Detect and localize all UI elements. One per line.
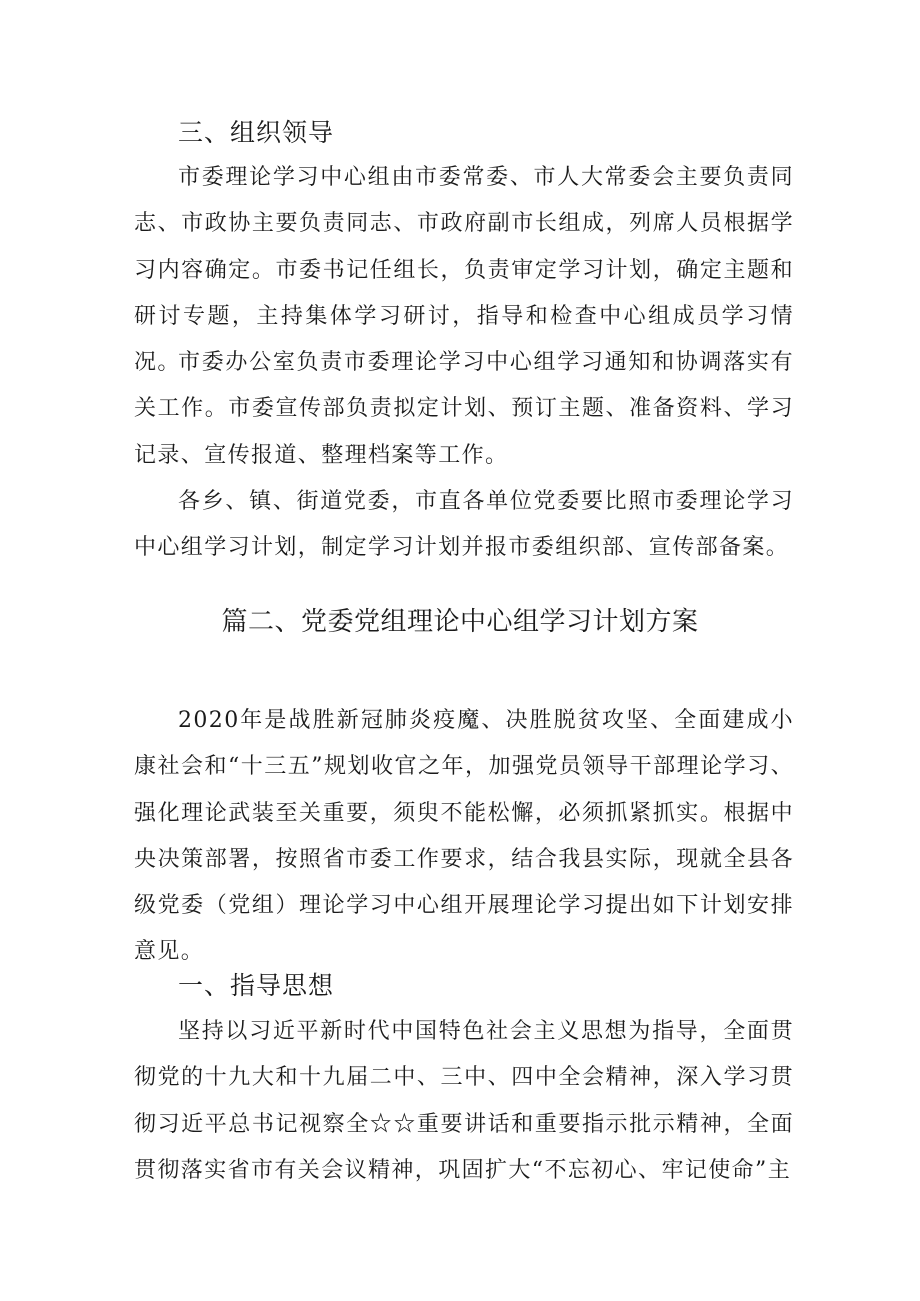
section-heading-organization: 三、组织领导 bbox=[178, 118, 335, 147]
article-title: 篇二、党委党组理论中心组学习计划方案 bbox=[221, 607, 699, 637]
paragraph-guiding-ideology: 坚持以习近平新时代中国特色社会主义思想为指导，全面贯彻党的十九大和十九届二中、三中、四中全会精神，深入学习贯彻习近平总书记视察全☆☆重要讲话和重要指示批示精神，全面贯彻落实省市有关会议精神，巩固扩大“不忘初心、牢记使命”主 bbox=[134, 1019, 794, 1183]
paragraph-introduction: 2020年是战胜新冠肺炎疫魔、决胜脱贫攻坚、全面建成小康社会和“十三五”规划收官之年，加强党员领导干部理论学习、强化理论武装至关重要，须臾不能松懈，必须抓紧抓实。根据中央决策部署，按照省市委工作要求，结合我县实际，现就全县各级党委（党组）理论学习中心组开展理论学习提出如下计划安排意见。 bbox=[134, 708, 794, 965]
paragraph-unit-requirements: 各乡、镇、街道党委，市直各单位党委要比照市委理论学习中心组学习计划，制定学习计划并报市委组织部、宣传部备案。 bbox=[134, 489, 794, 561]
paragraph-study-group-members: 市委理论学习中心组由市委常委、市人大常委会主要负责同志、市政协主要负责同志、市政府副市长组成，列席人员根据学习内容确定。市委书记任组长，负责审定学习计划，确定主题和研讨专题，主持集体学习研讨，指导和检查中心组成员学习情况。 bbox=[134, 165, 794, 376]
paragraph-office-responsibilities: 市委办公室负责市委理论学习中心组学习通知和协调落实有关工作。市委宣传部负责拟定计划、预订主题、准备资料、学习记录、宣传报道、整理档案等工作。 bbox=[134, 350, 794, 468]
section-heading-guiding-ideology: 一、指导思想 bbox=[178, 971, 335, 1000]
